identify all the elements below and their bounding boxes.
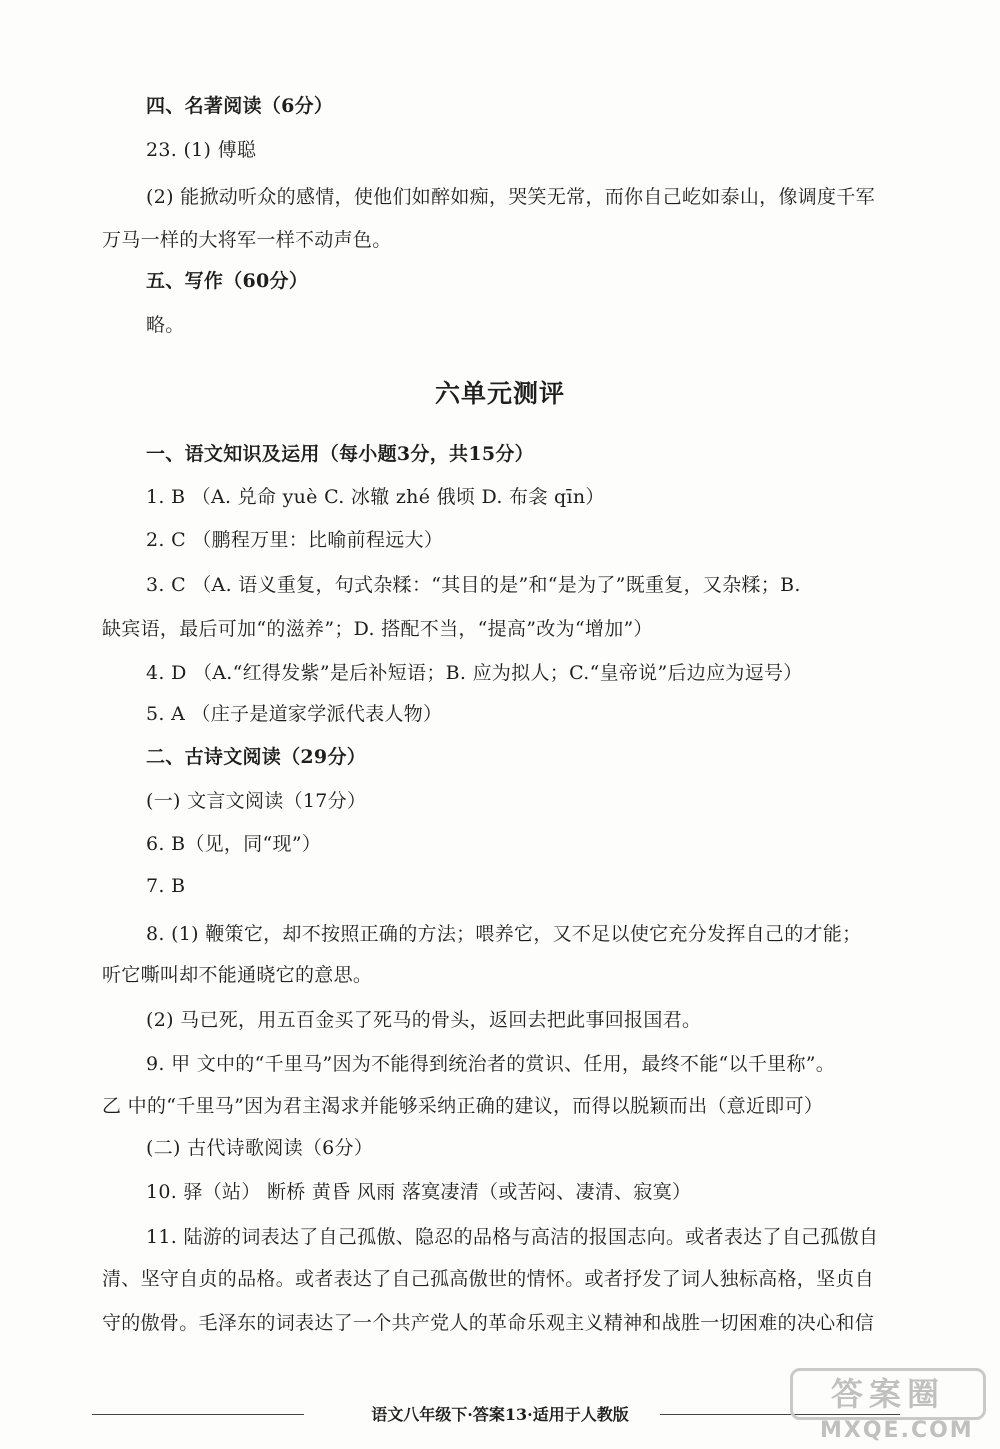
answer-6: 6. B（见，同“现”） bbox=[146, 833, 322, 855]
answer-9-line-2: 乙 中的“千里马”因为君主渴求并能够采纳正确的建议，而得以脱颖而出（意近即可） bbox=[102, 1095, 824, 1117]
answer-8-1-line-2: 听它嘶叫却不能通晓它的意思。 bbox=[102, 964, 373, 986]
answer-11-line-1: 11. 陆游的词表达了自己孤傲、隐忍的品格与高洁的报国志向。或者表达了自己孤傲自 bbox=[146, 1226, 879, 1248]
answer-8-1-line-1: 8. (1) 鞭策它，却不按照正确的方法；喂养它，又不足以使它充分发挥自己的才能； bbox=[146, 923, 862, 945]
answer-23-2-line-2: 万马一样的大将军一样不动声色。 bbox=[102, 229, 392, 251]
answer-5: 5. A （庄子是道家学派代表人物） bbox=[146, 703, 443, 725]
answer-3-line-2: 缺宾语，最后可加“的滋养”；D. 搭配不当，“提高”改为“增加”） bbox=[102, 618, 653, 640]
answer-10: 10. 驿（站） 断桥 黄昏 风雨 落寞凄清（或苦闷、凄清、寂寞） bbox=[146, 1181, 692, 1203]
answer-8-2: (2) 马已死，用五百金买了死马的骨头，返回去把此事回报国君。 bbox=[146, 1009, 702, 1031]
unit-title: 六单元测评 bbox=[434, 379, 565, 408]
section-5-heading: 五、写作（60分） bbox=[146, 270, 309, 292]
watermark-logo: 答案圈 bbox=[790, 1368, 986, 1420]
subsection-2-heading: (二) 古代诗歌阅读（6分） bbox=[146, 1137, 374, 1159]
answer-4: 4. D （A.“红得发紫”是后补短语；B. 应为拟人；C.“皇帝说”后边应为逗号） bbox=[146, 662, 803, 684]
answer-2: 2. C （鹏程万里：比喻前程远大） bbox=[146, 529, 444, 551]
answer-11-line-3: 守的傲骨。毛泽东的词表达了一个共产党人的革命乐观主义精神和战胜一切困难的决心和信 bbox=[102, 1312, 875, 1334]
section-5-answer: 略。 bbox=[146, 314, 185, 336]
answer-3-line-1: 3. C （A. 语义重复，句式杂糅：“其目的是”和“是为了”既重复，又杂糅；B. bbox=[146, 574, 801, 596]
answer-11-line-2: 清、坚守自贞的品格。或者表达了自己孤高傲世的情怀。或者抒发了词人独标高格，坚贞自 bbox=[102, 1268, 875, 1290]
answer-7: 7. B bbox=[146, 875, 186, 897]
page-footer: 语文八年级下·答案13·适用于人教版 bbox=[371, 1405, 629, 1424]
part-2-heading: 二、古诗文阅读（29分） bbox=[146, 746, 367, 768]
answer-23-1: 23. (1) 傅聪 bbox=[146, 139, 257, 161]
watermark-site: MXQE.COM bbox=[820, 1418, 974, 1443]
answer-1: 1. B （A. 兑命 yuè C. 冰辙 zhé 俄顷 D. 布衾 qīn） bbox=[146, 486, 605, 508]
subsection-1-heading: (一) 文言文阅读（17分） bbox=[146, 790, 367, 812]
section-4-heading: 四、名著阅读（6分） bbox=[146, 95, 334, 117]
part-1-heading: 一、语文知识及运用（每小题3分，共15分） bbox=[146, 443, 534, 465]
answer-23-2-line-1: (2) 能掀动听众的感情，使他们如醉如痴，哭笑无常，而你自己屹如泰山，像调度千军 bbox=[146, 186, 875, 208]
answer-9-line-1: 9. 甲 文中的“千里马”因为不能得到统治者的赏识、任用，最终不能“以千里称”。 bbox=[146, 1053, 836, 1075]
